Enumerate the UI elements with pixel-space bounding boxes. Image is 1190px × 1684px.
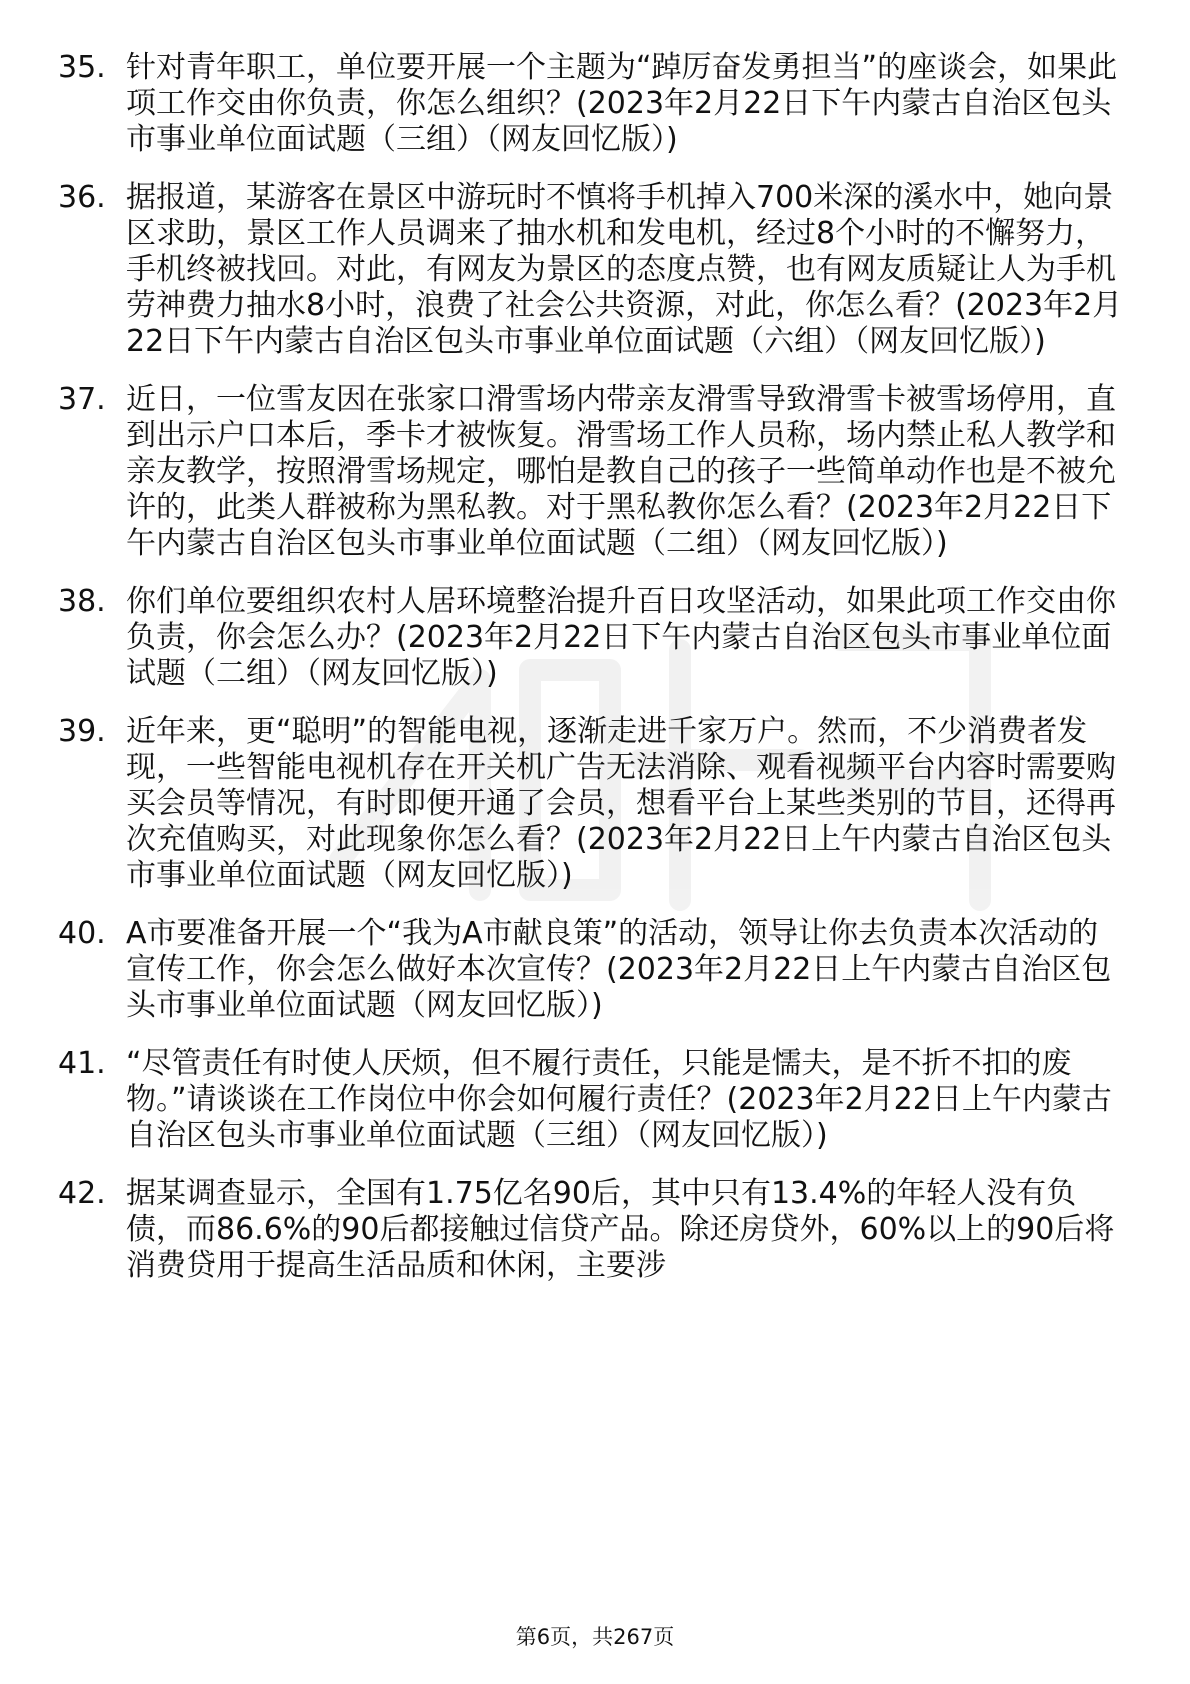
question-item-39 bbox=[58, 714, 1128, 894]
question-number: 38. bbox=[58, 584, 106, 619]
question-text: 近日，一位雪友因在张家口滑雪场内带亲友滑雪导致滑雪卡被雪场停用，直到出示户口本后，季卡才被恢复。滑雪场工作人员称，场内禁止私人教学和亲友教学，按照滑雪场规定，哪怕是教自己的孩子一些简单动作也是不被允许的，此类人群被称为黑私教。对于黑私教你怎么看？(2023年2月22日下午内蒙古自治区包头市事业单位面试题（二组）（网友回忆版）) bbox=[126, 382, 1116, 561]
question-item-36 bbox=[58, 180, 1128, 360]
question-text: “尽管责任有时使人厌烦，但不履行责任，只能是懦夫，是不折不扣的废物。”请谈谈在工作岗位中你会如何履行责任？(2023年2月22日上午内蒙古自治区包头市事业单位面试题（三组）（网友回忆版）) bbox=[126, 1046, 1112, 1153]
question-text: 针对青年职工，单位要开展一个主题为“踔厉奋发勇担当”的座谈会，如果此项工作交由你负责，你怎么组织？(2023年2月22日下午内蒙古自治区包头市事业单位面试题（三组）（网友回忆版）) bbox=[126, 50, 1118, 157]
question-number: 36. bbox=[58, 180, 106, 215]
question-number: 42. bbox=[58, 1176, 106, 1211]
question-item-38 bbox=[58, 584, 1128, 692]
question-number: 41. bbox=[58, 1046, 106, 1081]
question-item-37 bbox=[58, 382, 1128, 562]
page-footer bbox=[0, 1624, 1190, 1650]
page-number-label: 第6页，共267页 bbox=[515, 1625, 675, 1649]
question-item-42 bbox=[58, 1176, 1128, 1284]
question-item-35 bbox=[58, 50, 1128, 158]
question-list bbox=[58, 50, 1128, 1284]
question-text: 据某调查显示，全国有1.75亿名90后，其中只有13.4%的年轻人没有负债，而86.6%的90后都接触过信贷产品。除还房贷外，60%以上的90后将消费贷用于提高生活品质和休闲，主要涉 bbox=[126, 1176, 1115, 1283]
question-item-40 bbox=[58, 916, 1128, 1024]
question-text: A市要准备开展一个“我为A市献良策”的活动，领导让你去负责本次活动的宣传工作，你会怎么做好本次宣传？(2023年2月22日上午内蒙古自治区包头市事业单位面试题（网友回忆版）) bbox=[126, 916, 1112, 1023]
question-text: 你们单位要组织农村人居环境整治提升百日攻坚活动，如果此项工作交由你负责，你会怎么办？(2023年2月22日下午内蒙古自治区包头市事业单位面试题（二组）（网友回忆版）) bbox=[126, 584, 1116, 691]
question-number: 37. bbox=[58, 382, 106, 417]
question-number: 40. bbox=[58, 916, 106, 951]
question-number: 39. bbox=[58, 714, 106, 749]
question-number: 35. bbox=[58, 50, 106, 85]
question-text: 据报道，某游客在景区中游玩时不慎将手机掉入700米深的溪水中，她向景区求助，景区工作人员调来了抽水机和发电机，经过8个小时的不懈努力，手机终被找回。对此，有网友为景区的态度点赞，也有网友质疑让人为手机劳神费力抽水8小时，浪费了社会公共资源，对此，你怎么看？(2023年2月22日下午内蒙古自治区包头市事业单位面试题（六组）（网友回忆版）) bbox=[126, 180, 1123, 359]
question-text: 近年来，更“聪明”的智能电视，逐渐走进千家万户。然而，不少消费者发现，一些智能电视机存在开关机广告无法消除、观看视频平台内容时需要购买会员等情况，有时即便开通了会员，想看平台上某些类别的节目，还得再次充值购买，对此现象你怎么看？(2023年2月22日上午内蒙古自治区包头市事业单位面试题（网友回忆版）) bbox=[126, 714, 1116, 893]
question-item-41 bbox=[58, 1046, 1128, 1154]
